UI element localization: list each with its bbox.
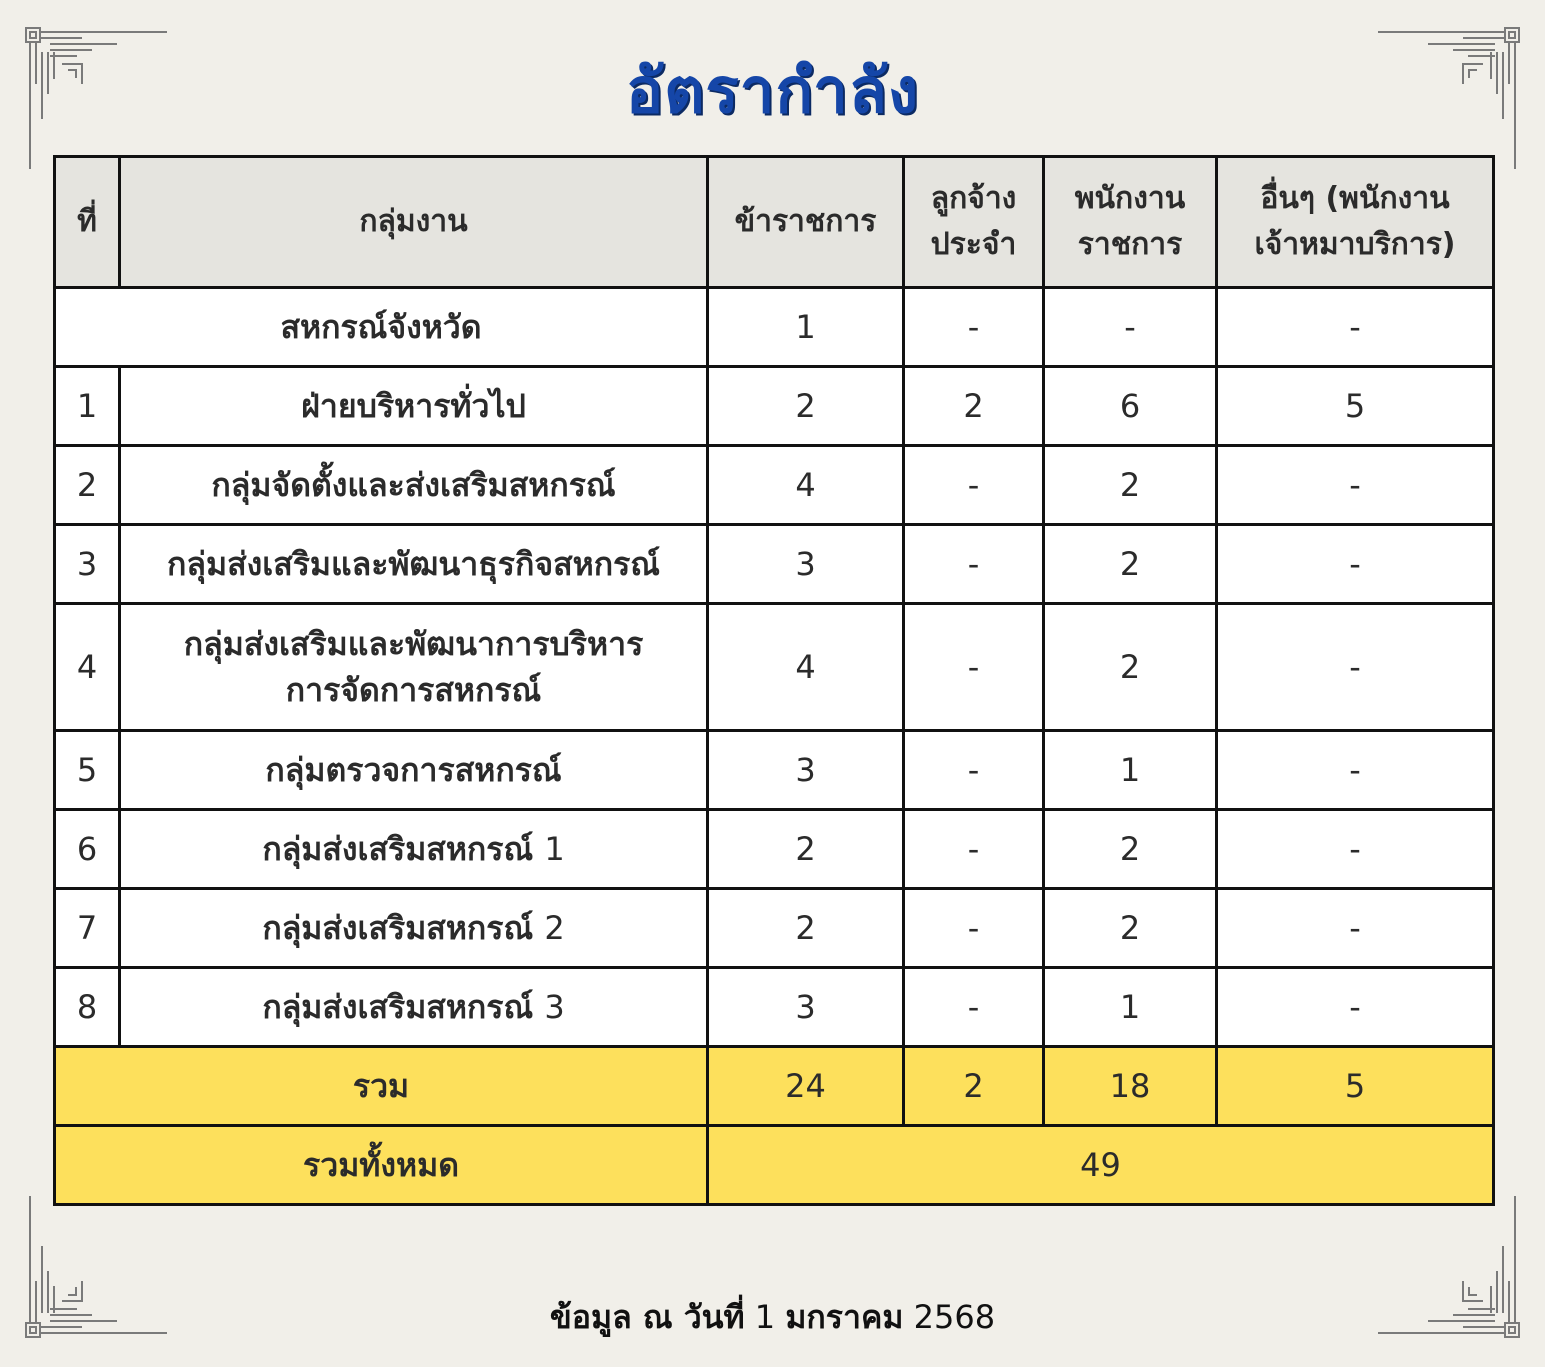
- table-row: [55, 731, 1494, 810]
- group-name-number: 3: [544, 988, 565, 1026]
- cell-permanent: -: [904, 525, 1044, 604]
- header-gov-line2: ราชการ: [1077, 227, 1183, 262]
- grand-total-label: รวมทั้งหมด: [55, 1126, 708, 1205]
- header-gov-line1: พนักงาน: [1074, 181, 1186, 216]
- footer-day: 1: [754, 1298, 776, 1336]
- subtotal-permanent: 2: [904, 1047, 1044, 1126]
- cell-gov: 2: [1044, 446, 1217, 525]
- group-name-line1: กลุ่มส่งเสริมและพัฒนาการบริหาร: [183, 625, 644, 663]
- cell-gov: -: [1044, 288, 1217, 367]
- cell-civil: 2: [708, 367, 904, 446]
- cell-other: -: [1217, 288, 1494, 367]
- cell-no: 1: [55, 367, 120, 446]
- province-row: [55, 288, 1494, 367]
- cell-other: -: [1217, 525, 1494, 604]
- subtotal-other: 5: [1217, 1047, 1494, 1126]
- cell-group-name: กลุ่มตรวจการสหกรณ์: [120, 731, 708, 810]
- cell-permanent: -: [904, 731, 1044, 810]
- header-other-line2: เจ้าหมาบริการ): [1254, 227, 1456, 262]
- cell-civil: 3: [708, 731, 904, 810]
- cell-gov: 6: [1044, 367, 1217, 446]
- cell-gov: 1: [1044, 731, 1217, 810]
- table-row: [55, 810, 1494, 889]
- header-permanent-line1: ลูกจ้าง: [930, 181, 1017, 216]
- table-row: [55, 525, 1494, 604]
- cell-no: 4: [55, 604, 120, 731]
- cell-gov: 2: [1044, 810, 1217, 889]
- cell-no: 8: [55, 968, 120, 1047]
- table-row: [55, 446, 1494, 525]
- header-other-line1: อื่นๆ (พนักงาน: [1260, 181, 1450, 216]
- group-name-number: 2: [544, 909, 565, 947]
- header-no: ที่: [55, 157, 120, 288]
- header-other: [1217, 157, 1494, 288]
- cell-civil: 4: [708, 604, 904, 731]
- cell-group-name: กลุ่มจัดตั้งและส่งเสริมสหกรณ์: [120, 446, 708, 525]
- group-name-text: กลุ่มส่งเสริมสหกรณ์: [262, 830, 534, 868]
- grand-total-row: [55, 1126, 1494, 1205]
- table-row: [55, 968, 1494, 1047]
- header-permanent-line2: ประจำ: [930, 227, 1017, 262]
- cell-permanent: -: [904, 810, 1044, 889]
- header-group: กลุ่มงาน: [120, 157, 708, 288]
- subtotal-civil: 24: [708, 1047, 904, 1126]
- cell-other: -: [1217, 889, 1494, 968]
- table-header-row: [55, 157, 1494, 288]
- cell-other: -: [1217, 810, 1494, 889]
- cell-no: 7: [55, 889, 120, 968]
- province-label: สหกรณ์จังหวัด: [55, 288, 708, 367]
- cell-other: -: [1217, 731, 1494, 810]
- data-date-note: [0, 1292, 1545, 1343]
- cell-permanent: -: [904, 968, 1044, 1047]
- header-gov-employee: [1044, 157, 1217, 288]
- cell-civil: 2: [708, 810, 904, 889]
- staff-table: [53, 155, 1495, 1206]
- page-title: อัตรากำลัง: [625, 54, 920, 127]
- footer-year: 2568: [913, 1298, 996, 1336]
- cell-no: 3: [55, 525, 120, 604]
- cell-gov: 2: [1044, 889, 1217, 968]
- group-name-text: กลุ่มส่งเสริมสหกรณ์: [262, 988, 534, 1026]
- table-row: [55, 604, 1494, 731]
- cell-no: 2: [55, 446, 120, 525]
- cell-civil: 3: [708, 968, 904, 1047]
- footer-prefix: ข้อมูล ณ วันที่: [549, 1298, 745, 1336]
- cell-civil: 1: [708, 288, 904, 367]
- cell-permanent: -: [904, 604, 1044, 731]
- cell-group-name: [120, 810, 708, 889]
- table-row: [55, 367, 1494, 446]
- cell-group-name: [120, 604, 708, 731]
- group-name-text: กลุ่มส่งเสริมสหกรณ์: [262, 909, 534, 947]
- header-permanent: [904, 157, 1044, 288]
- grand-total-value: 49: [708, 1126, 1494, 1205]
- cell-other: -: [1217, 968, 1494, 1047]
- header-civil: ข้าราชการ: [708, 157, 904, 288]
- cell-other: -: [1217, 604, 1494, 731]
- subtotal-label: รวม: [55, 1047, 708, 1126]
- cell-other: -: [1217, 446, 1494, 525]
- cell-civil: 3: [708, 525, 904, 604]
- group-name-line2: การจัดการสหกรณ์: [285, 671, 542, 709]
- group-name-number: 1: [544, 830, 565, 868]
- subtotal-gov: 18: [1044, 1047, 1217, 1126]
- subtotal-row: [55, 1047, 1494, 1126]
- cell-permanent: 2: [904, 367, 1044, 446]
- cell-gov: 2: [1044, 525, 1217, 604]
- footer-month: มกราคม: [785, 1298, 904, 1336]
- cell-group-name: [120, 889, 708, 968]
- cell-gov: 2: [1044, 604, 1217, 731]
- cell-permanent: -: [904, 446, 1044, 525]
- table-row: [55, 889, 1494, 968]
- cell-gov: 1: [1044, 968, 1217, 1047]
- cell-group-name: กลุ่มส่งเสริมและพัฒนาธุรกิจสหกรณ์: [120, 525, 708, 604]
- cell-civil: 4: [708, 446, 904, 525]
- cell-no: 6: [55, 810, 120, 889]
- cell-group-name: ฝ่ายบริหารทั่วไป: [120, 367, 708, 446]
- cell-permanent: -: [904, 889, 1044, 968]
- cell-other: 5: [1217, 367, 1494, 446]
- cell-permanent: -: [904, 288, 1044, 367]
- cell-civil: 2: [708, 889, 904, 968]
- cell-group-name: [120, 968, 708, 1047]
- cell-no: 5: [55, 731, 120, 810]
